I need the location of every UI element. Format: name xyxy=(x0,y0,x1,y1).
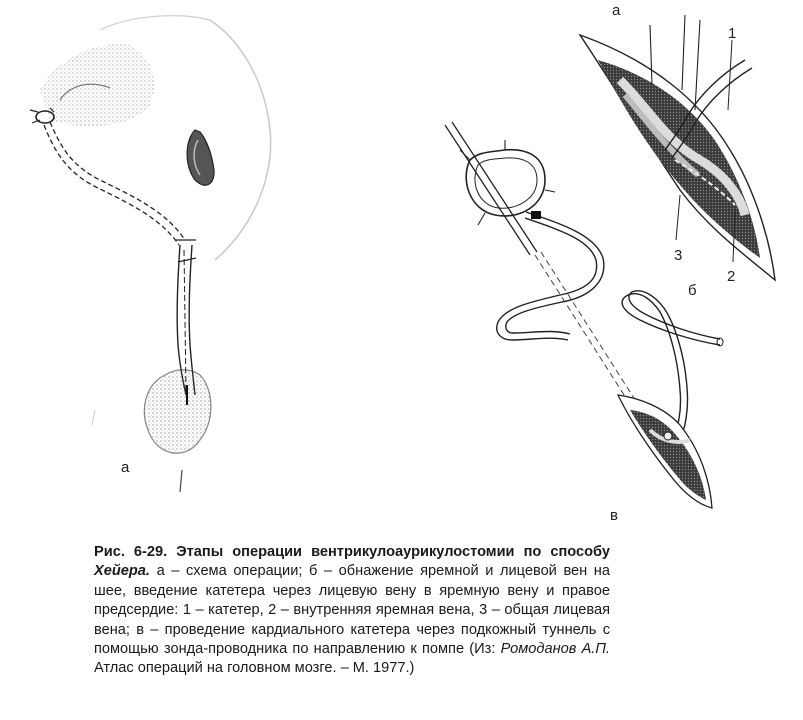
marker-3-label: 3 xyxy=(674,247,683,264)
caption-title: Рис. 6-29. Этапы операции вентрикулоаурикулостомии по способу xyxy=(94,544,610,560)
marker-1-label: 1 xyxy=(728,25,737,42)
caption-text-2: Атлас операций на головном мозге. – М. 1977.) xyxy=(94,660,415,677)
panel-v-wound xyxy=(618,395,712,508)
panel-a-head-scheme xyxy=(30,16,271,492)
marker-2-label: 2 xyxy=(727,268,736,285)
panel-b-vein-loop xyxy=(445,122,646,420)
caption-source-author: Ромоданов А.П. xyxy=(500,641,610,658)
panel-a-right-label: а xyxy=(612,2,621,19)
figure-caption xyxy=(94,543,610,679)
panel-v-label: в xyxy=(610,507,618,524)
caption-text-1: а – схема операции; б – обнажение яремной и лицевой вен на шее, введение катетера через лицевую вену в яремную вену и правое предсердие: 1 – катетер, 2 – внутренняя яремная вена, 3 – общая лицевая вена; в – проведение кардиального катетера через подкожный туннель с помощью зонда-проводника по направлению к помпе (Из: xyxy=(94,563,610,658)
panel-a-right-wound xyxy=(580,15,775,280)
panel-b-label: б xyxy=(688,282,697,299)
caption-author: Хейера. xyxy=(94,563,150,580)
panel-a-label: а xyxy=(121,459,130,476)
